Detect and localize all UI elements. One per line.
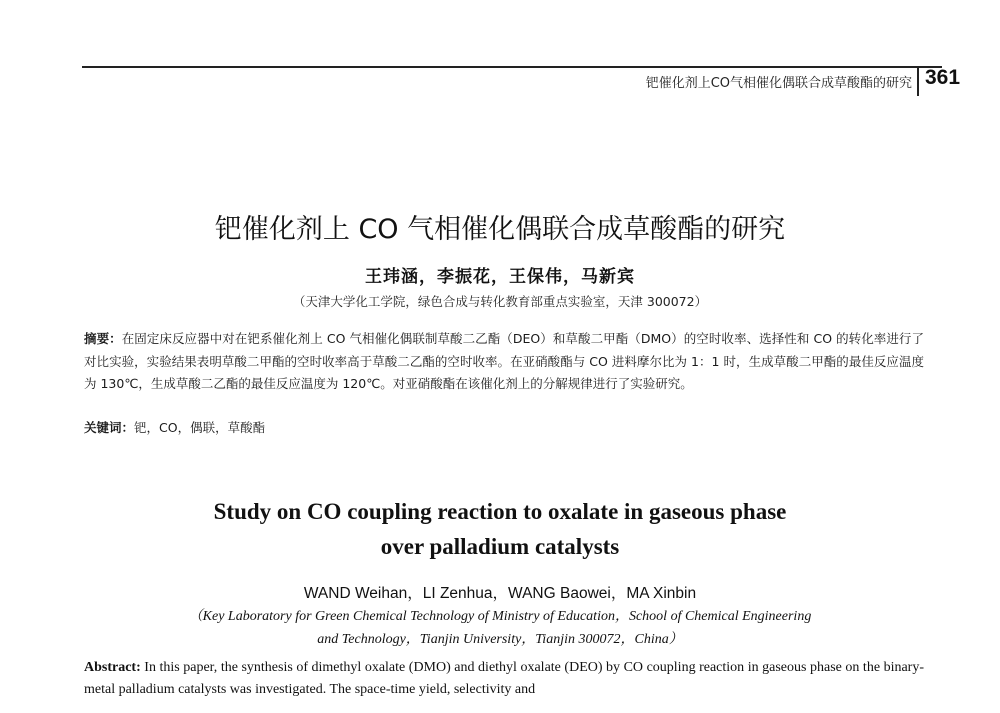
affiliation-cn: （天津大学化工学院，绿色合成与转化教育部重点实验室，天津 300072） bbox=[292, 294, 708, 309]
keywords-cn-text: 钯，CO，偶联，草酸酯 bbox=[134, 420, 266, 435]
running-title: 钯催化剂上CO气相催化偶联合成草酸酯的研究 bbox=[645, 76, 912, 91]
abstract-en bbox=[84, 657, 924, 701]
abstract-cn-label: 摘要： bbox=[84, 331, 122, 346]
authors-en: WAND Weihan，LI Zenhua，WANG Baowei，MA Xinbin bbox=[303, 585, 697, 602]
keywords-cn-label: 关键词： bbox=[84, 420, 135, 435]
abstract-cn-text: 在固定床反应器中对在钯系催化剂上 CO 气相催化偶联制草酸二乙酯（DEO）和草酸二甲酯（DMO）的空时收率、选择性和 CO 的转化率进行了对比实验，实验结果表明草酸二甲酯的空时收率高于草酸二乙酯的空时收率。在亚硝酸酯与 CO 进料摩尔比为 1：1 时，生成草酸二甲酯的最佳反应温度为 130℃，生成草酸二乙酯的最佳反应温度为 120℃。对亚硝酸酯在该催化剂上的分解规律进行了实验研究。 bbox=[84, 331, 924, 391]
paper-title-en-line1: Study on CO coupling reaction to oxalate in gaseous phase bbox=[213, 499, 787, 524]
paper-title-en bbox=[0, 494, 1000, 564]
header-divider bbox=[917, 66, 919, 96]
page-number: 361 bbox=[925, 66, 961, 89]
abstract-cn bbox=[84, 328, 924, 396]
abstract-en-label: Abstract: bbox=[84, 660, 141, 675]
abstract-en-text: In this paper, the synthesis of dimethyl oxalate (DMO) and diethyl oxalate (DEO) by CO coupling reaction in gaseous phase on the binary-metal palladium catalysts was investigated. The space-time yield, selectivity and bbox=[84, 660, 924, 697]
paper-title-cn: 钯催化剂上 CO 气相催化偶联合成草酸酯的研究 bbox=[214, 214, 786, 245]
authors-cn: 王玮涵，李振花，王保伟，马新宾 bbox=[365, 267, 635, 287]
affiliation-en-line2: and Technology，Tianjin University，Tianjin 300072，China） bbox=[317, 632, 683, 647]
header-rule bbox=[82, 66, 942, 68]
keywords-cn bbox=[84, 418, 924, 436]
affiliation-en-line1: （Key Laboratory for Green Chemical Technology of Ministry of Education，School of Chemical Engineering bbox=[188, 609, 812, 624]
affiliation-en bbox=[60, 605, 940, 651]
paper-title-en-line2: over palladium catalysts bbox=[380, 534, 620, 559]
